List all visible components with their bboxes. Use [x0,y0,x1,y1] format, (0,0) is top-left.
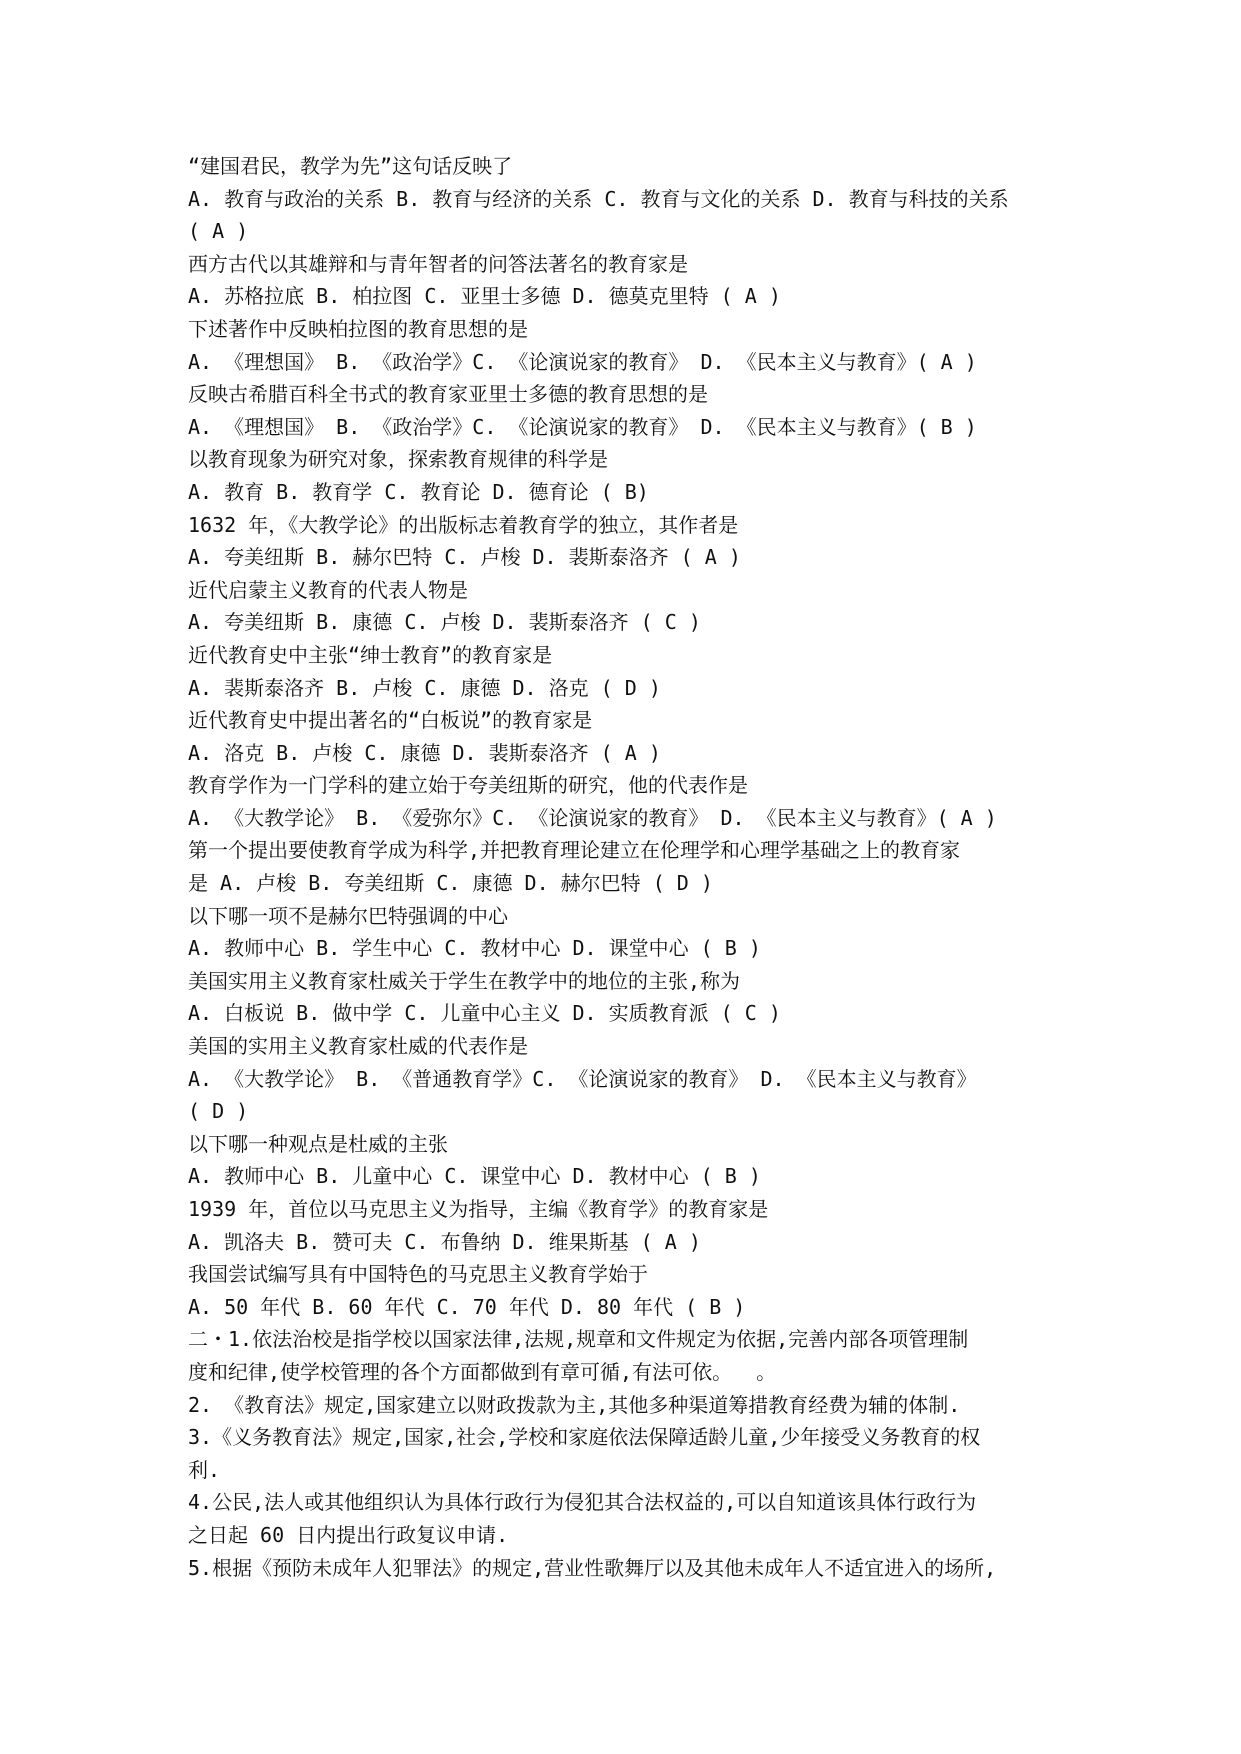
text-line: 近代启蒙主义教育的代表人物是 [188,577,468,602]
text-line: 2. 《教育法》规定,国家建立以财政拨款为主,其他多种渠道筹措教育经费为辅的体制. [188,1392,961,1417]
text-line: A. 教师中心 B. 学生中心 C. 教材中心 D. 课堂中心 ( B ) [188,936,761,961]
text-line: A. 《大教学论》 B. 《爱弥尔》C. 《论演说家的教育》 D. 《民本主义与教育》( A ) [188,805,997,830]
text-line: 二・1.依法治校是指学校以国家法律,法规,规章和文件规定为依据,完善内部各项管理制 [188,1327,969,1352]
text-line: 以下哪一种观点是杜威的主张 [188,1131,448,1156]
document-page [188,150,1068,1584]
text-line: 是 A. 卢梭 B. 夸美纽斯 C. 康德 D. 赫尔巴特 ( D ) [188,871,713,896]
text-line: “建国君民，教学为先”这句话反映了 [188,154,513,178]
text-line: A. 《大教学论》 B. 《普通教育学》C. 《论演说家的教育》 D. 《民本主义与教育》 [188,1066,977,1091]
text-line: 第一个提出要使教育学成为科学,并把教育理论建立在伦理学和心理学基础之上的教育家 [188,838,961,863]
text-line: 近代教育史中提出著名的“白板说”的教育家是 [188,708,593,733]
text-line: 1939 年，首位以马克思主义为指导，主编《教育学》的教育家是 [188,1197,769,1221]
text-line: 下述著作中反映柏拉图的教育思想的是 [188,316,528,341]
text-line: 以下哪一项不是赫尔巴特强调的中心 [188,903,508,928]
text-line: A. 苏格拉底 B. 柏拉图 C. 亚里士多德 D. 德莫克里特 ( A ) [188,284,781,309]
text-line: A. 《理想国》 B. 《政治学》C. 《论演说家的教育》 D. 《民本主义与教育》( B ) [188,414,977,439]
text-line: 利. [188,1457,221,1482]
text-line: 近代教育史中主张“绅士教育”的教育家是 [188,642,553,667]
text-line: A. 50 年代 B. 60 年代 C. 70 年代 D. 80 年代 ( B ) [188,1294,746,1319]
text-line: A. 教师中心 B. 儿童中心 C. 课堂中心 D. 教材中心 ( B ) [188,1164,761,1189]
text-line: ( A ) [188,219,249,244]
text-line: A. 夸美纽斯 B. 赫尔巴特 C. 卢梭 D. 裴斯泰洛齐 ( A ) [188,545,741,570]
text-line: ( D ) [188,1099,249,1124]
text-line: 之日起 60 日内提出行政复议申请. [188,1522,509,1547]
text-line: 教育学作为一门学科的建立始于夸美纽斯的研究，他的代表作是 [188,773,748,798]
text-line: A. 《理想国》 B. 《政治学》C. 《论演说家的教育》 D. 《民本主义与教育》( A ) [188,349,977,374]
text-line: 美国实用主义教育家杜威关于学生在教学中的地位的主张,称为 [188,968,741,993]
text-line: A. 夸美纽斯 B. 康德 C. 卢梭 D. 裴斯泰洛齐 ( C ) [188,610,701,635]
text-line: 3.《义务教育法》规定,国家,社会,学校和家庭依法保障适龄儿童,少年接受义务教育的权 [188,1425,981,1450]
text-line: 美国的实用主义教育家杜威的代表作是 [188,1034,528,1059]
text-line: 反映古希腊百科全书式的教育家亚里士多德的教育思想的是 [188,382,708,407]
text-line: A. 洛克 B. 卢梭 C. 康德 D. 裴斯泰洛齐 ( A ) [188,740,661,765]
text-line: 1632 年，《大教学论》的出版标志着教育学的独立，其作者是 [188,512,739,537]
text-line: 度和纪律,使学校管理的各个方面都做到有章可循,有法可依。 。 [188,1359,777,1384]
text-line: A. 凯洛夫 B. 赞可夫 C. 布鲁纳 D. 维果斯基 ( A ) [188,1229,701,1254]
text-line: 西方古代以其雄辩和与青年智者的问答法著名的教育家是 [188,251,688,276]
text-line: A. 白板说 B. 做中学 C. 儿童中心主义 D. 实质教育派 ( C ) [188,1001,781,1026]
text-line: A. 教育与政治的关系 B. 教育与经济的关系 C. 教育与文化的关系 D. 教育与科技的关系 [188,186,1009,211]
text-line: A. 教育 B. 教育学 C. 教育论 D. 德育论 ( B) [188,479,649,504]
text-line: 我国尝试编写具有中国特色的马克思主义教育学始于 [188,1262,648,1287]
text-line: 5.根据《预防未成年人犯罪法》的规定,营业性歌舞厅以及其他未成年人不适宜进入的场所, [188,1555,997,1580]
text-line: 4.公民,法人或其他组织认为具体行政行为侵犯其合法权益的,可以自知道该具体行政行为 [188,1490,977,1515]
text-line: 以教育现象为研究对象，探索教育规律的科学是 [188,447,608,472]
text-line: A. 裴斯泰洛齐 B. 卢梭 C. 康德 D. 洛克 ( D ) [188,675,661,700]
